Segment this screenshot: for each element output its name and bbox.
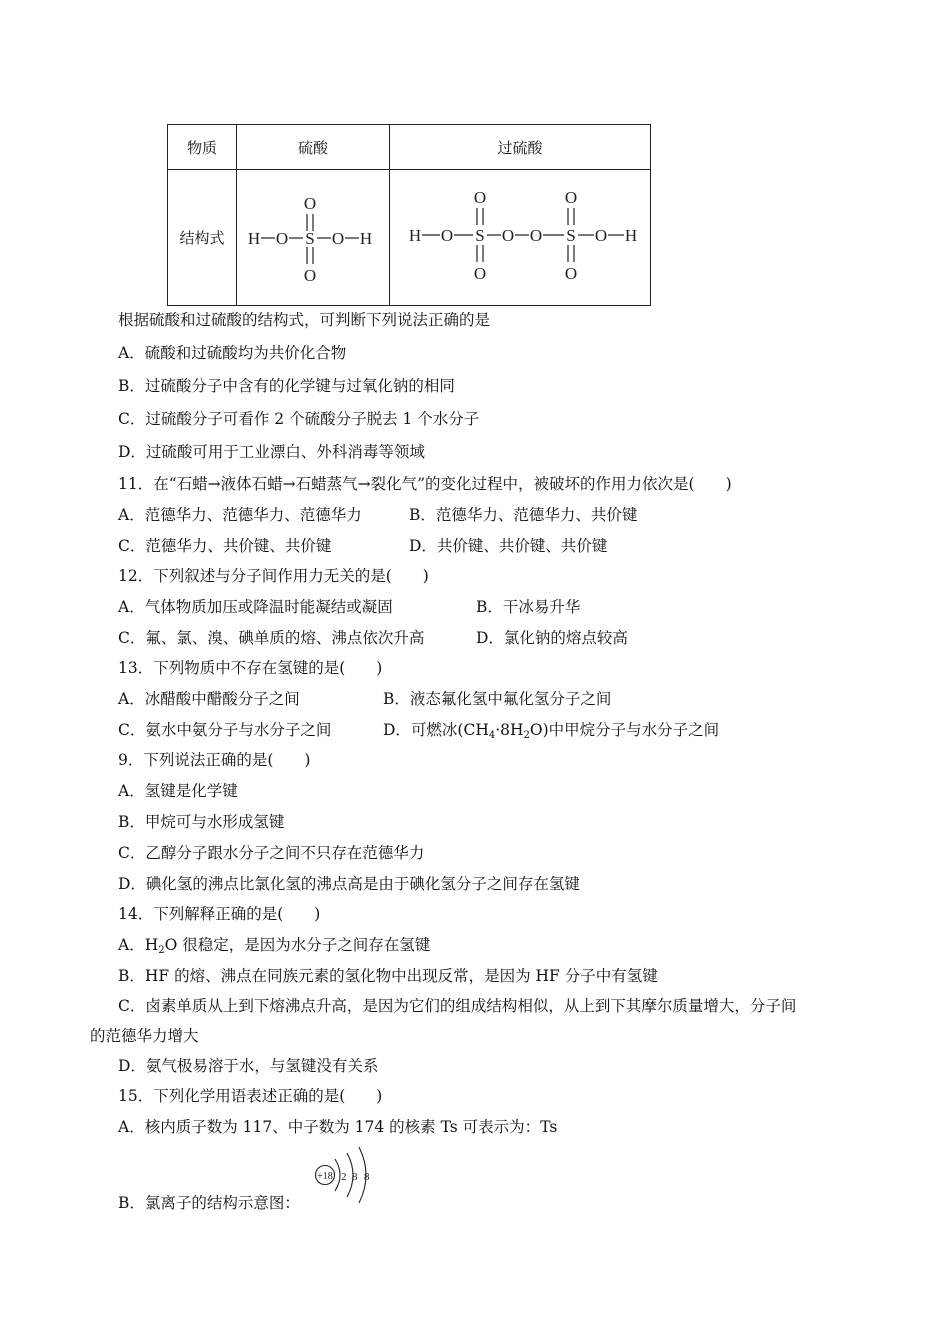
header-substance: 物质 <box>168 125 237 170</box>
q13-option-d: D．可燃冰$(CH_4\cdot 8H_2O)$中甲烷分子与水分子之间 <box>383 721 720 741</box>
atom-o: O <box>473 263 487 283</box>
persulfuric-acid-formula <box>390 170 651 306</box>
q13-option-a: A．冰醋酸中醋酸分子之间 <box>118 690 300 708</box>
shell-1-electrons: 2 <box>341 1171 347 1183</box>
q14-option-c-line1: C．卤素单质从上到下熔沸点升高，是因为它们的组成结构相似，从上到下其摩尔质量增大，分子间 <box>118 997 797 1015</box>
q9-option-d: D．碘化氢的沸点比氯化氢的沸点高是由于碘化氢分子之间存在氢键 <box>118 875 580 893</box>
q14-option-b: B．HF 的熔、沸点在同族元素的氢化物中出现反常，是因为 HF 分子中有氢键 <box>118 967 658 985</box>
structure-table <box>167 124 651 306</box>
q9-option-a: A．氢键是化学键 <box>118 782 238 800</box>
atom-h: H <box>359 228 373 248</box>
nucleus-charge: +18 <box>317 1171 333 1182</box>
shell-2-electrons: 8 <box>352 1171 358 1183</box>
q11-stem: 11．在“石蜡→液体石蜡→石蜡蒸气→裂化气”的变化过程中，被破坏的作用力依次是( ) <box>118 475 732 493</box>
q11-option-c: C．范德华力、共价键、共价键 <box>118 537 332 555</box>
q12-option-a: A．气体物质加压或降温时能凝结或凝固 <box>118 598 393 616</box>
atom-h: H <box>408 225 422 245</box>
sulfuric-acid-structure <box>240 183 386 293</box>
q9-option-b: B．甲烷可与水形成氢键 <box>118 813 285 831</box>
q12-option-b: B．干冰易升华 <box>476 598 581 616</box>
q10-option-c: C．过硫酸分子可看作 2 个硫酸分子脱去 1 个水分子 <box>118 410 480 428</box>
atom-o: O <box>594 225 608 245</box>
q13-option-b: B．液态氟化氢中氟化氢分子之间 <box>383 690 612 708</box>
atom-o: O <box>303 193 317 213</box>
q12-option-c: C．氟、氯、溴、碘单质的熔、沸点依次升高 <box>118 629 425 647</box>
q14-stem: 14．下列解释正确的是( ) <box>118 905 321 923</box>
q10-option-d: D．过硫酸可用于工业漂白、外科消毒等领域 <box>118 443 425 461</box>
atom-o: O <box>440 225 454 245</box>
atom-h: H <box>247 228 261 248</box>
atom-o: O <box>501 225 515 245</box>
intro-text: 根据硫酸和过硫酸的结构式，可判断下列说法正确的是 <box>118 311 491 329</box>
chloride-ion-diagram <box>311 1143 377 1209</box>
q9-option-c: C．乙醇分子跟水分子之间不只存在范德华力 <box>118 844 425 862</box>
atom-o: O <box>303 265 317 285</box>
atom-s: S <box>566 225 576 245</box>
q11-option-d: D．共价键、共价键、共价键 <box>409 537 608 555</box>
q14-option-c-line2: 的范德华力增大 <box>90 1027 199 1045</box>
q15-option-a: A．核内质子数为 117、中子数为 174 的核素 Ts 可表示为：Ts <box>118 1118 558 1136</box>
q10-option-b: B．过硫酸分子中含有的化学键与过氧化钠的相同 <box>118 377 455 395</box>
persulfuric-acid-structure <box>395 183 645 293</box>
row-label-structure: 结构式 <box>168 170 237 306</box>
atom-o: O <box>564 263 578 283</box>
atom-h: H <box>624 225 638 245</box>
q14-option-a: A．$H_2O$ 很稳定，是因为水分子之间存在氢键 <box>118 936 431 956</box>
q9-stem: 9．下列说法正确的是( ) <box>118 751 311 769</box>
header-persulfuric-acid: 过硫酸 <box>390 125 651 170</box>
q15-option-b: B．氯离子的结构示意图： <box>118 1194 300 1212</box>
atom-o: O <box>473 187 487 207</box>
atom-o: O <box>529 225 543 245</box>
q15-stem: 15．下列化学用语表述正确的是( ) <box>118 1087 383 1105</box>
q12-option-d: D．氯化钠的熔点较高 <box>476 629 628 647</box>
q13-option-c: C．氨水中氨分子与水分子之间 <box>118 721 332 739</box>
q11-option-b: B．范德华力、范德华力、共价键 <box>409 506 638 524</box>
shell-3-electrons: 8 <box>364 1171 370 1183</box>
header-sulfuric-acid: 硫酸 <box>237 125 390 170</box>
atom-o: O <box>275 228 289 248</box>
q14-option-d: D．氨气极易溶于水，与氢键没有关系 <box>118 1057 379 1075</box>
atom-o: O <box>564 187 578 207</box>
q11-option-a: A．范德华力、范德华力、范德华力 <box>118 506 362 524</box>
atom-s: S <box>475 225 485 245</box>
atom-s: S <box>305 228 315 248</box>
q12-stem: 12．下列叙述与分子间作用力无关的是( ) <box>118 567 429 585</box>
q13-stem: 13．下列物质中不存在氢键的是( ) <box>118 659 383 677</box>
atom-o: O <box>331 228 345 248</box>
sulfuric-acid-formula <box>237 170 390 306</box>
q10-option-a: A．硫酸和过硫酸均为共价化合物 <box>118 344 347 362</box>
